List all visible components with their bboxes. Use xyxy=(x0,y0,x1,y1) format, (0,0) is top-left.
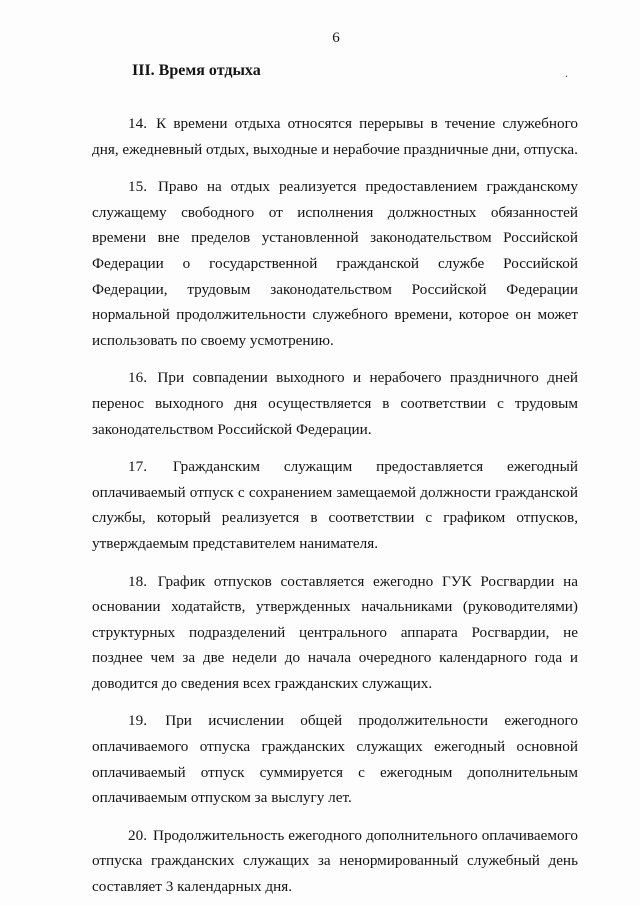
paragraph-text: График отпусков составляется ежегодно ГУК Росгвардии на основании ходатайств, утвержденных начальниками (руководителями) структурных подразделений центрального аппарата Росгвардии, не позднее чем за две недели до начала очередного календарного года и доводится до сведения всех гражданских служащих. xyxy=(92,572,579,692)
paragraph-text: Право на отдых реализуется предоставлением гражданскому служащему свободного от исполнения должностных обязанностей времени вне пределов установленной законодательством Российской Федерации о государственной гражданской службе Российской Федерации, трудовым законодательством Российской Федерации нормальной продолжительности служебного времени, которое он может использовать по своему усмотрению. xyxy=(92,178,579,349)
paragraph-number: 14. xyxy=(128,115,147,132)
paragraph-number: 20. xyxy=(128,826,147,844)
paragraph-17 xyxy=(92,454,578,556)
paragraph-14 xyxy=(92,111,578,162)
paragraph-number: 15. xyxy=(128,178,147,196)
stray-mark: . xyxy=(565,66,568,80)
paragraph-16 xyxy=(92,365,578,442)
paragraph-number: 19. xyxy=(128,712,147,730)
paragraph-number: 17. xyxy=(128,458,147,476)
paragraph-text: При совпадении выходного и нерабочего праздничного дней перенос выходного дня осуществляется в соответствии с трудовым законодательством Российской Федерации. xyxy=(92,369,579,438)
paragraph-number: 16. xyxy=(128,369,147,387)
paragraph-text: Продолжительность ежегодного дополнительного оплачиваемого отпуска гражданских служащих за ненормированный служебный день составляет 3 календарных дня. xyxy=(92,826,578,896)
paragraph-19 xyxy=(92,708,578,810)
paragraph-15 xyxy=(92,174,578,353)
paragraph-text: При исчислении общей продолжительности ежегодного оплачиваемого отпуска гражданских служащих ежегодный основной оплачиваемый отпуск суммируется с ежегодным дополнительным оплачиваемым отпуском за выслугу лет. xyxy=(92,712,578,807)
document-body xyxy=(92,111,578,912)
paragraph-18 xyxy=(92,569,578,697)
section-title: III. Время отдыха xyxy=(132,62,261,79)
paragraph-number: 18. xyxy=(128,572,147,590)
paragraph-text: К времени отдыха относятся перерывы в течение служебного дня, ежедневный отдых, выходные и нерабочие праздничные дни, отпуска. xyxy=(92,115,579,158)
page-number: 6 xyxy=(332,30,340,46)
paragraph-20 xyxy=(92,823,578,900)
paragraph-text: Гражданским служащим предоставляется ежегодный оплачиваемый отпуск с сохранением замещаемой должности гражданской службы, который реализуется в соответствии с графиком отпусков, утверждаемым представителем нанимателя. xyxy=(92,458,579,552)
